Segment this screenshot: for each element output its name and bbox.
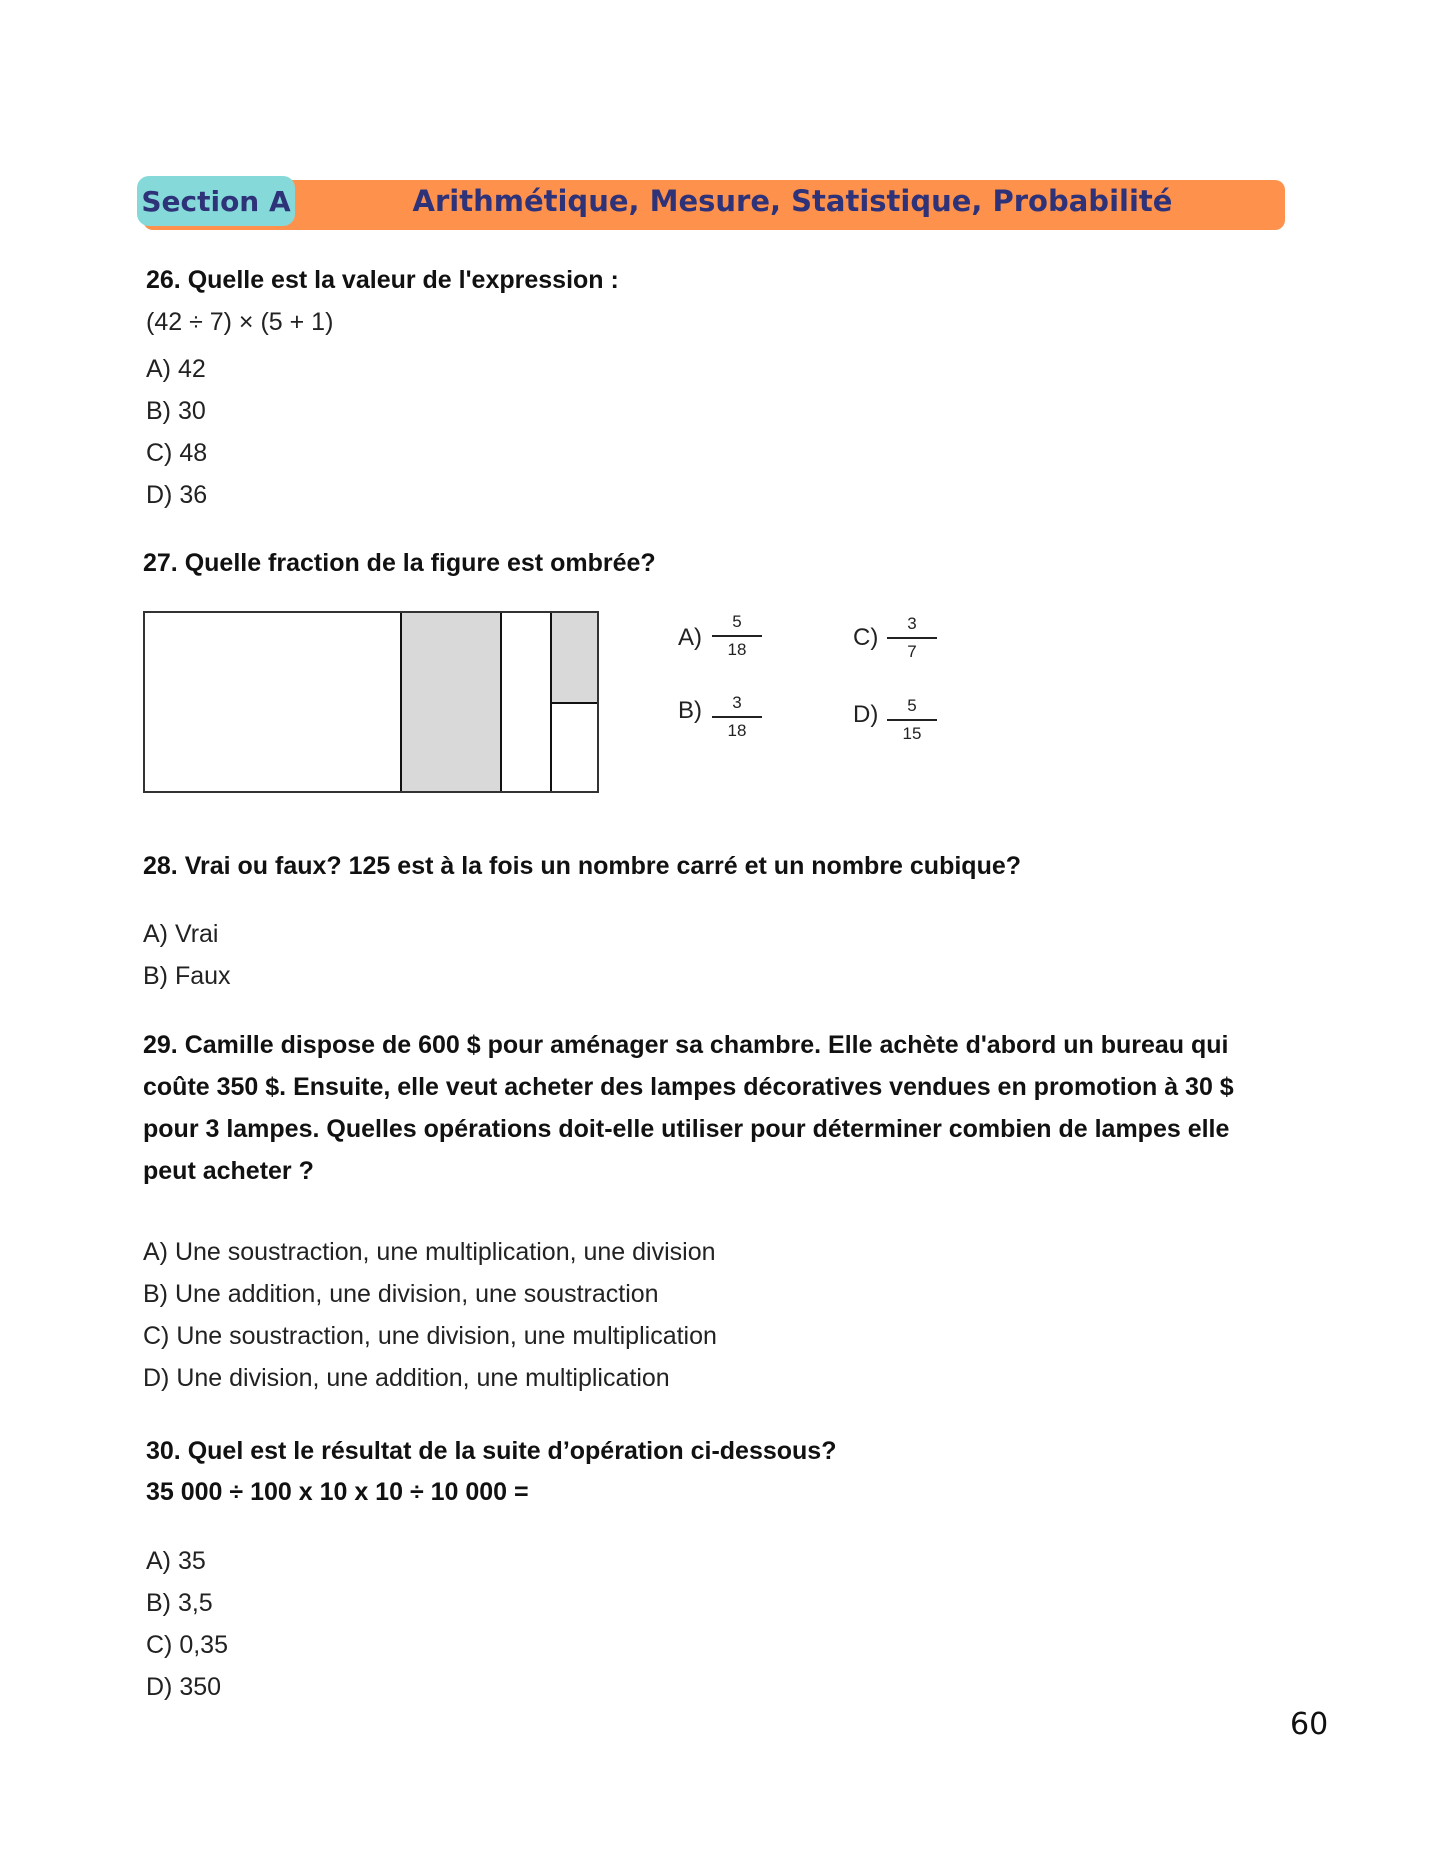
figure-cell-large-white [145, 613, 400, 791]
question-27-option-a-label[interactable]: A) [678, 624, 702, 651]
question-27-title: 27. Quelle fraction de la figure est ombrée? [143, 549, 656, 577]
figure-cell-thin-white [502, 613, 552, 791]
numerator: 3 [732, 693, 742, 712]
question-30-option-d[interactable]: D) 350 [146, 1673, 222, 1701]
question-30-option-c[interactable]: C) 0,35 [146, 1631, 228, 1659]
question-27-option-c-fraction[interactable] [887, 614, 937, 662]
denominator: 7 [907, 642, 917, 661]
numerator: 3 [907, 614, 917, 633]
figure-cell-shaded-top-right [552, 613, 597, 704]
question-29-option-b[interactable]: B) Une addition, une division, une soustraction [143, 1280, 659, 1308]
question-27-option-c-label[interactable]: C) [853, 624, 879, 651]
question-27-option-a-fraction[interactable] [712, 612, 762, 660]
question-27-option-b-fraction[interactable] [712, 693, 762, 741]
numerator: 5 [732, 612, 742, 631]
question-29-line: pour 3 lampes. Quelles opérations doit-elle utiliser pour déterminer combien de lampes elle [143, 1115, 1230, 1143]
section-title: Arithmétique, Mesure, Statistique, Probabilité [412, 184, 1173, 218]
question-27-option-b-label[interactable]: B) [678, 697, 702, 724]
fraction-figure [143, 611, 599, 793]
question-30-option-b[interactable]: B) 3,5 [146, 1589, 213, 1617]
question-26-option-d[interactable]: D) 36 [146, 481, 208, 509]
question-26-expression: (42 ÷ 7) × (5 + 1) [146, 308, 334, 336]
denominator: 15 [902, 724, 922, 743]
section-label: Section A [137, 176, 295, 226]
figure-cell-bottom-right [552, 704, 597, 791]
question-29-line: 29. Camille dispose de 600 $ pour aménager sa chambre. Elle achète d'abord un bureau qui [143, 1031, 1229, 1059]
denominator: 18 [727, 721, 747, 740]
question-30-title: 30. Quel est le résultat de la suite d’opération ci-dessous? [146, 1437, 837, 1465]
question-30-expression: 35 000 ÷ 100 x 10 x 10 ÷ 10 000 = [146, 1478, 529, 1506]
question-26-option-c[interactable]: C) 48 [146, 439, 208, 467]
question-29-line: peut acheter ? [143, 1157, 314, 1185]
question-28-option-b[interactable]: B) Faux [143, 962, 231, 990]
question-30-option-a[interactable]: A) 35 [146, 1547, 206, 1575]
question-27-option-d-label[interactable]: D) [853, 701, 879, 728]
denominator: 18 [727, 640, 747, 659]
question-29-option-a[interactable]: A) Une soustraction, une multiplication, une division [143, 1238, 716, 1266]
question-29-line: coûte 350 $. Ensuite, elle veut acheter des lampes décoratives vendues en promotion à 30 $ [143, 1073, 1234, 1101]
question-28-title: 28. Vrai ou faux? 125 est à la fois un nombre carré et un nombre cubique? [143, 852, 1022, 880]
question-29-option-c[interactable]: C) Une soustraction, une division, une multiplication [143, 1322, 717, 1350]
figure-cell-shaded-column [400, 613, 502, 791]
question-29-text [143, 1024, 1293, 1192]
question-28-option-a[interactable]: A) Vrai [143, 920, 219, 948]
question-29-option-d[interactable]: D) Une division, une addition, une multiplication [143, 1364, 670, 1392]
question-26-option-b[interactable]: B) 30 [146, 397, 206, 425]
page-number: 60 [1290, 1707, 1329, 1742]
question-27-option-d-fraction[interactable] [887, 696, 937, 744]
numerator: 5 [907, 696, 917, 715]
question-26-option-a[interactable]: A) 42 [146, 355, 206, 383]
question-26-title: 26. Quelle est la valeur de l'expression : [146, 266, 619, 294]
